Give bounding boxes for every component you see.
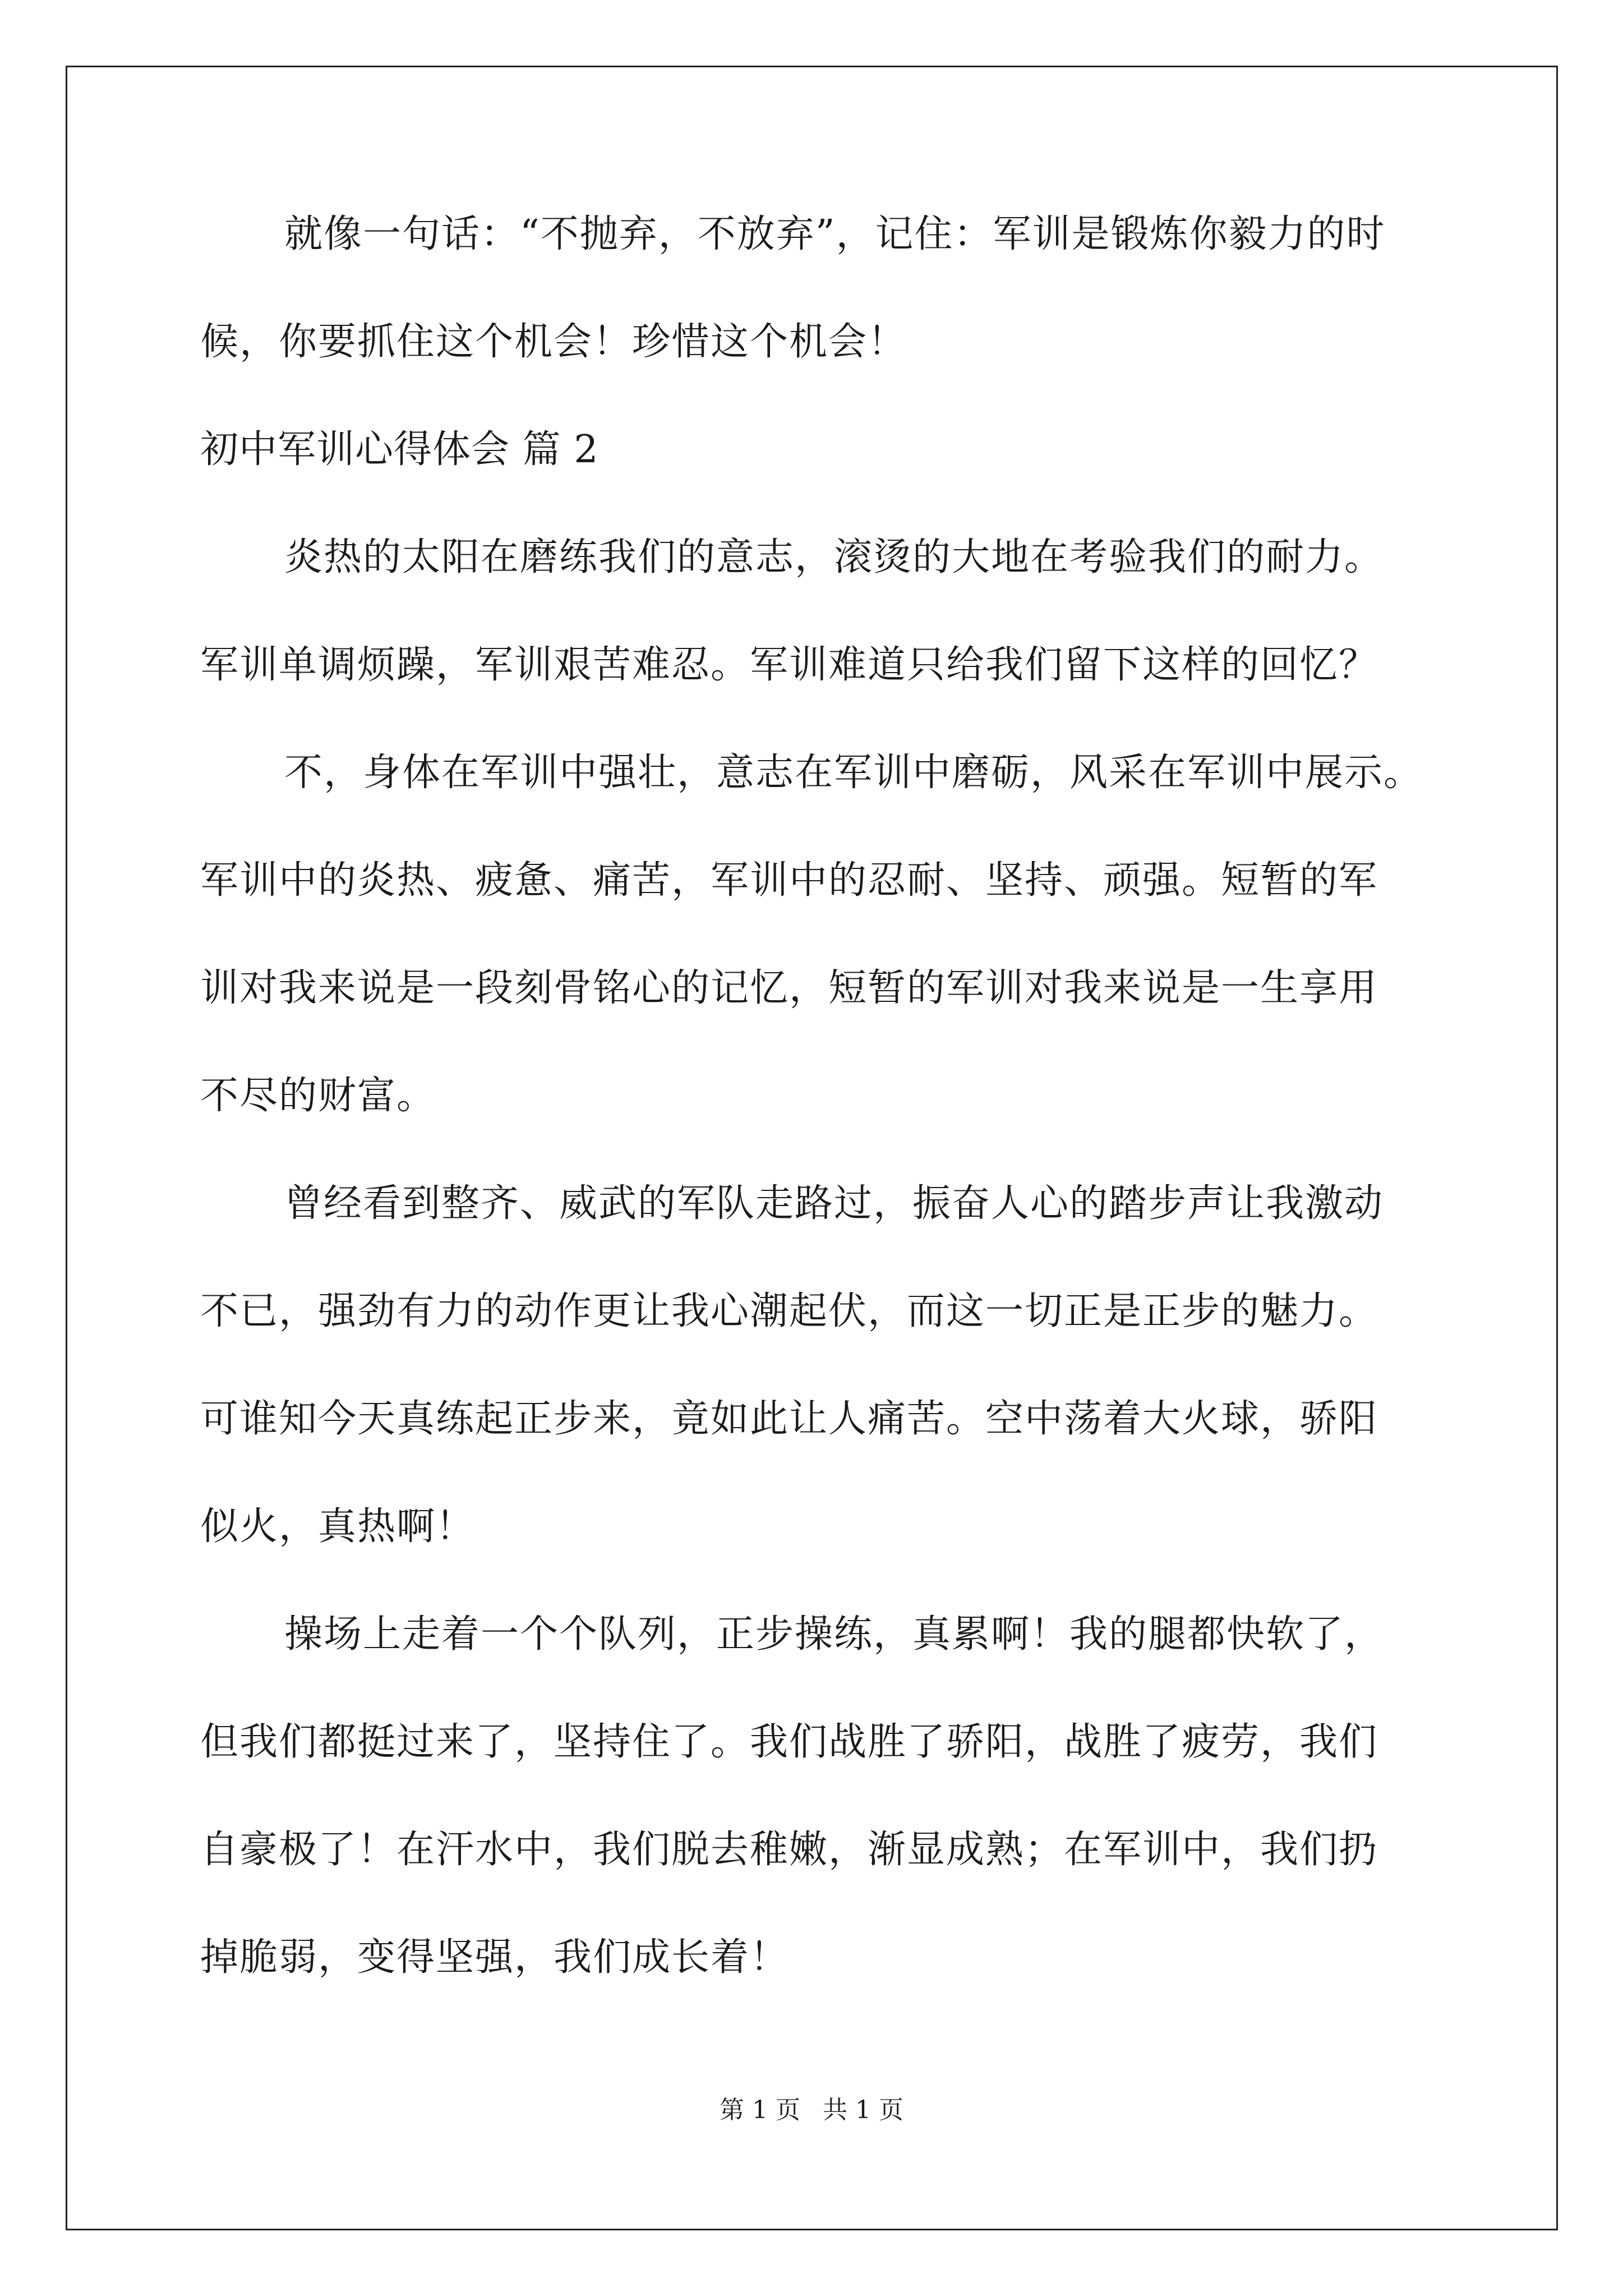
paragraph-4-line-4: 似火，真热啊！: [200, 1504, 476, 1549]
paragraph-3-line-3: 训对我来说是一段刻骨铭心的记忆，短暂的军训对我来说是一生享用: [200, 966, 1378, 1010]
paragraph-5-line-4: 掉脆弱，变得坚强，我们成长着！: [200, 1935, 790, 1980]
paragraph-3-line-4: 不尽的财富。: [200, 1074, 436, 1118]
paragraph-5-line-3: 自豪极了！在汗水中，我们脱去稚嫩，渐显成熟；在军训中，我们扔: [200, 1828, 1378, 1872]
paragraph-4-line-3: 可谁知今天真练起正步来，竟如此让人痛苦。空中荡着大火球，骄阳: [200, 1397, 1378, 1441]
document-body: [200, 208, 1468, 2039]
page-number: 第 1 页: [720, 2096, 800, 2124]
paragraph-4-line-2: 不已，强劲有力的动作更让我心潮起伏，而这一切正是正步的魅力。: [200, 1289, 1378, 1333]
paragraph-1-line-2: 候，你要抓住这个机会！珍惜这个机会！: [200, 320, 907, 364]
page-footer: [0, 2093, 1623, 2127]
paragraph-3-line-1: 不，身体在军训中强壮，意志在军训中磨砺，风采在军训中展示。: [284, 751, 1423, 795]
paragraph-5-line-2: 但我们都挺过来了，坚持住了。我们战胜了骄阳，战胜了疲劳，我们: [200, 1720, 1378, 1764]
paragraph-3-line-2: 军训中的炎热、疲惫、痛苦，军训中的忍耐、坚持、顽强。短暂的军: [200, 858, 1378, 903]
paragraph-2-line-2: 军训单调烦躁，军训艰苦难忍。军训难道只给我们留下这样的回忆？: [200, 643, 1378, 687]
paragraph-5-line-1: 操场上走着一个个队列，正步操练，真累啊！我的腿都快软了，: [284, 1612, 1384, 1657]
paragraph-4-line-1: 曾经看到整齐、威武的军队走路过，振奋人心的踏步声让我激动: [284, 1181, 1384, 1226]
paragraph-2-line-1: 炎热的太阳在磨练我们的意志，滚烫的大地在考验我们的耐力。: [284, 535, 1384, 579]
section-heading: 初中军训心得体会 篇 2: [200, 427, 599, 472]
page-total: 共 1 页: [823, 2096, 903, 2124]
paragraph-1-line-1: 就像一句话：“不抛弃，不放弃”，记住：军训是锻炼你毅力的时: [284, 212, 1386, 256]
